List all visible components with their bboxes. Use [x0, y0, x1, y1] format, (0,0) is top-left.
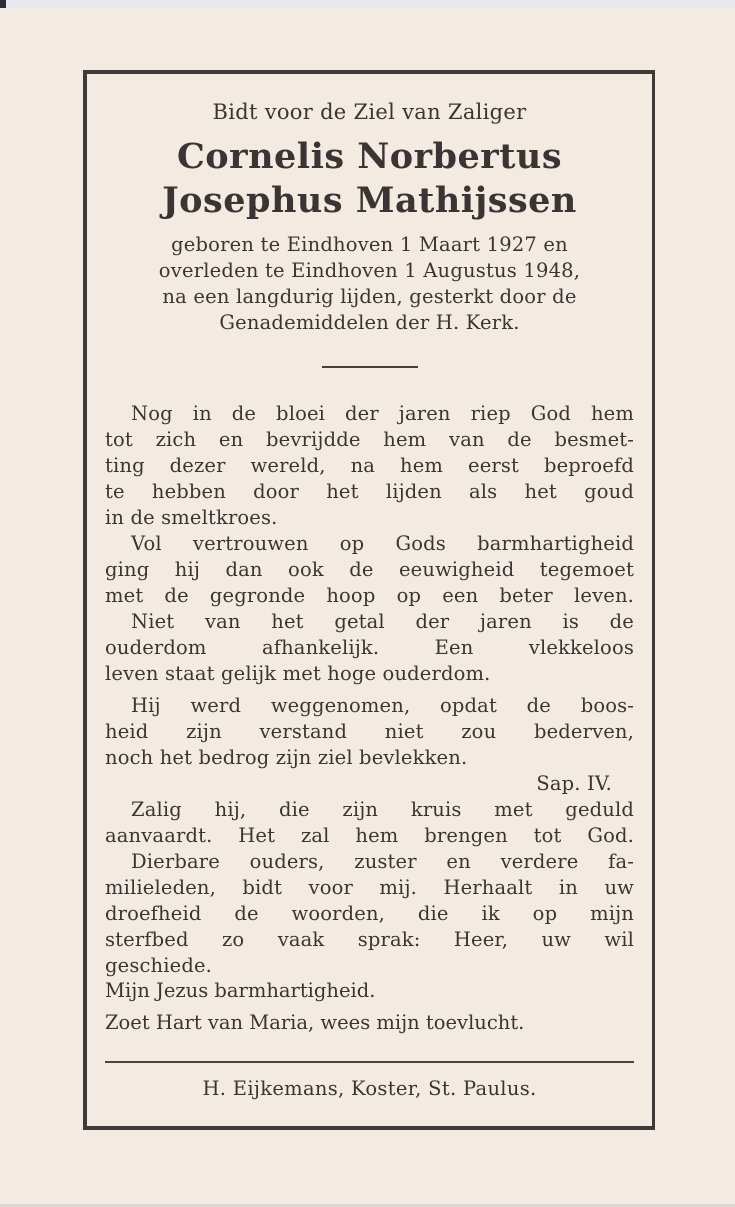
- text-line: aanvaardt. Het zal hem brengen tot God.: [105, 824, 634, 847]
- birth-death-details: [105, 232, 634, 336]
- scripture-reference: Sap. IV.: [536, 772, 612, 795]
- text-line: Dierbare ouders, zuster en verdere fa-: [131, 850, 634, 873]
- text-line: Hij werd weggenomen, opdat de boos-: [131, 694, 634, 717]
- divider-short: [322, 366, 418, 368]
- detail-line: overleden te Eindhoven 1 Augustus 1948,: [158, 259, 581, 282]
- text-line: tot zich en bevrijdde hem van de besmet-: [105, 428, 634, 451]
- scan-corner-mark: [0, 0, 6, 8]
- text-line: leven staat gelijk met hoge ouderdom.: [105, 662, 491, 685]
- scan-top-edge: [0, 0, 735, 8]
- text-line: droefheid de woorden, die ik op mijn: [105, 902, 634, 925]
- text-line: ouderdom afhankelijk. Een vlekkeloos: [105, 636, 634, 659]
- text-line: heid zijn verstand niet zou bederven,: [105, 720, 634, 743]
- memorial-card-frame: [83, 70, 655, 1130]
- text-line: Vol vertrouwen op Gods barmhartigheid: [131, 532, 634, 555]
- closing-prayers: [105, 975, 634, 1039]
- text-line: in de smeltkroes.: [105, 506, 278, 529]
- divider-long: [105, 1061, 634, 1063]
- text-line: te hebben door het lijden als het goud: [105, 480, 634, 503]
- detail-line: na een langdurig lijden, gesterkt door de: [162, 285, 577, 308]
- detail-line: geboren te Eindhoven 1 Maart 1927 en: [171, 233, 568, 256]
- text-line: met de gegronde hoop op een beter leven.: [105, 584, 634, 607]
- text-line: Zalig hij, die zijn kruis met geduld: [131, 798, 634, 821]
- text-line: ging hij dan ook de eeuwigheid tegemoet: [105, 558, 634, 581]
- prayer-text: [105, 401, 634, 979]
- text-line: milieleden, bidt voor mij. Herhaalt in uw: [105, 876, 634, 899]
- text-line: ting dezer wereld, na hem eerst beproefd: [105, 454, 634, 477]
- text-line: Nog in de bloei der jaren riep God hem: [131, 402, 634, 425]
- text-line: noch het bedrog zijn ziel bevlekken.: [105, 746, 468, 769]
- intro-line: Bidt voor de Ziel van Zaliger: [212, 100, 527, 124]
- closing-line: Zoet Hart van Maria, wees mijn toevlucht.: [105, 1011, 525, 1034]
- detail-line: Genademiddelen der H. Kerk.: [219, 311, 520, 334]
- text-line: Niet van het getal der jaren is de: [131, 610, 634, 633]
- deceased-name-line-1: Cornelis Norbertus: [176, 136, 563, 177]
- deceased-name-line-2: Josephus Mathijssen: [162, 180, 577, 221]
- closing-line: Mijn Jezus barmhartigheid.: [105, 979, 376, 1002]
- text-line: geschiede.: [105, 954, 213, 977]
- printer-credit: H. Eijkemans, Koster, St. Paulus.: [202, 1077, 537, 1100]
- text-line: sterfbed zo vaak sprak: Heer, uw wil: [105, 928, 634, 951]
